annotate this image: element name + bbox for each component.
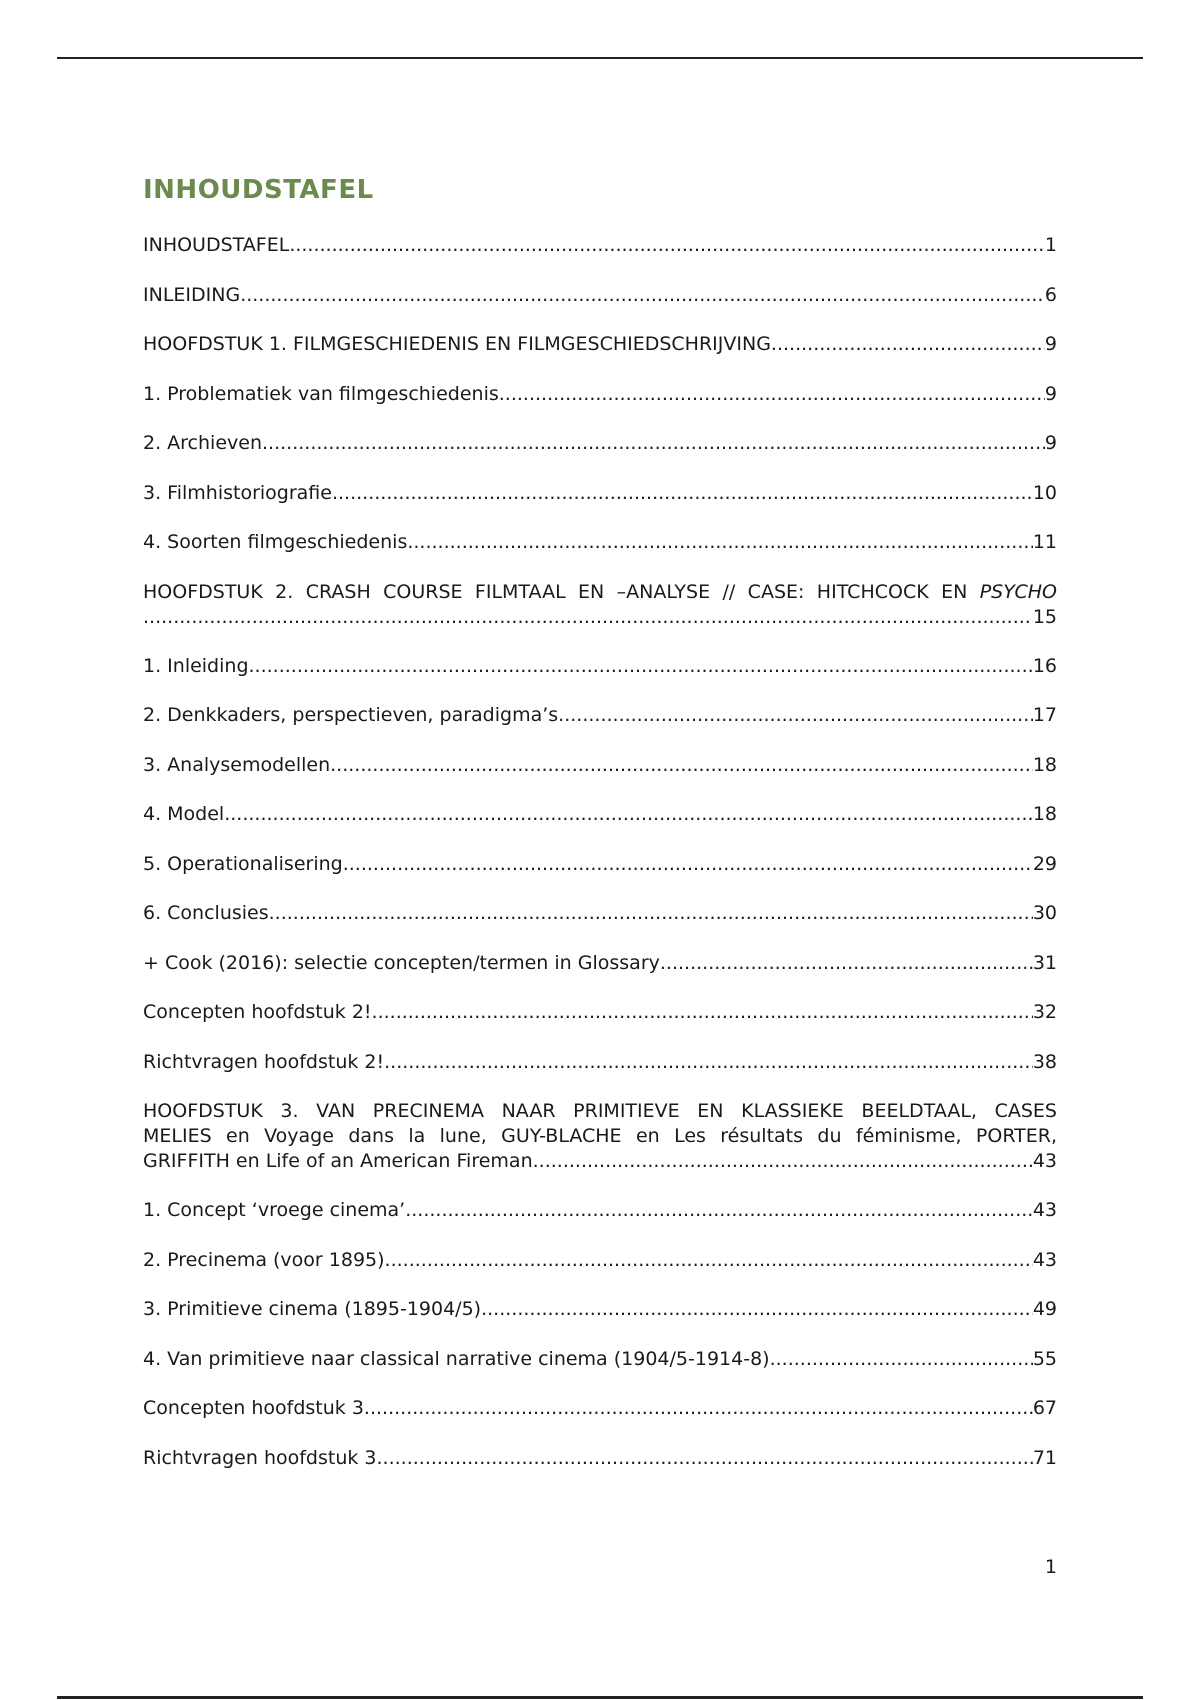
toc-entry-label: 4. Model bbox=[143, 803, 225, 825]
toc-entry-label: Richtvragen hoofdstuk 3 bbox=[143, 1446, 377, 1469]
toc-entry-label: 4. Van primitieve naar classical narrative cinema (1904/5-1914-8) bbox=[143, 1347, 770, 1370]
toc-entry-page: 67 bbox=[1032, 1397, 1057, 1419]
toc-entry-label: 1. Inleiding bbox=[143, 654, 249, 677]
page-title: INHOUDSTAFEL bbox=[143, 175, 374, 205]
toc-entry-page: 9 bbox=[1044, 382, 1057, 405]
toc-entry-label: HOOFDSTUK 3. VAN PRECINEMA NAAR PRIMITIEVE EN KLASSIEKE BEELDTAAL, CASES bbox=[143, 1100, 1057, 1122]
toc-entry-label: 4. Soorten filmgeschiedenis bbox=[143, 531, 408, 553]
toc-entry-label: 1. Problematiek van filmgeschiedenis bbox=[143, 382, 499, 405]
toc-entry-label: 5. Operationalisering bbox=[143, 852, 343, 875]
toc-entry-page: 29 bbox=[1032, 852, 1057, 875]
toc-entry[interactable] bbox=[143, 1000, 1057, 1025]
toc-entry[interactable] bbox=[143, 852, 1057, 877]
toc-entry-label: + Cook (2016): selectie concepten/termen in Glossary bbox=[143, 951, 660, 974]
footer-rule bbox=[57, 1696, 1143, 1699]
toc-entry[interactable] bbox=[143, 233, 1057, 258]
toc-entry[interactable] bbox=[143, 1248, 1057, 1273]
toc-entry-label: 3. Primitieve cinema (1895-1904/5) bbox=[143, 1298, 482, 1320]
toc-entry[interactable] bbox=[143, 654, 1057, 679]
toc-entry-label: 2. Archieven bbox=[143, 432, 262, 454]
toc-entry-page: 31 bbox=[1032, 951, 1057, 974]
toc-entry-label: 2. Denkkaders, perspectieven, paradigma’s bbox=[143, 704, 559, 726]
toc-entry[interactable] bbox=[143, 382, 1057, 407]
toc-entry-page: 18 bbox=[1032, 803, 1057, 825]
toc-entry[interactable] bbox=[143, 481, 1057, 506]
toc-entry-label: Concepten hoofdstuk 2! bbox=[143, 1001, 372, 1023]
toc-entry-page: 9 bbox=[1044, 432, 1057, 454]
toc-entry-label: 3. Analysemodellen bbox=[143, 753, 331, 776]
toc-entry-page: 43 bbox=[1032, 1248, 1057, 1271]
toc-entry-label: HOOFDSTUK 1. FILMGESCHIEDENIS EN FILMGESCHIEDSCHRIJVING bbox=[143, 333, 771, 355]
toc-entry-label: INLEIDING bbox=[143, 283, 241, 306]
toc-entry-page: 18 bbox=[1032, 753, 1057, 776]
toc-entry-label: HOOFDSTUK 2. CRASH COURSE FILMTAAL EN –ANALYSE // CASE: HITCHCOCK EN PSYCHO bbox=[143, 580, 1057, 603]
toc-entry-page: 38 bbox=[1032, 1050, 1057, 1073]
toc-entry[interactable] bbox=[143, 332, 1057, 357]
toc-entry-label: INHOUDSTAFEL bbox=[143, 234, 290, 256]
toc-entry-page: 11 bbox=[1032, 531, 1057, 553]
toc-entry-page: 9 bbox=[1044, 333, 1057, 355]
table-of-contents bbox=[143, 233, 1057, 1495]
header-rule bbox=[57, 57, 1143, 59]
toc-entry[interactable] bbox=[143, 753, 1057, 778]
toc-entry[interactable] bbox=[143, 951, 1057, 976]
toc-entry-page: 6 bbox=[1044, 283, 1057, 306]
toc-entry[interactable] bbox=[143, 530, 1057, 555]
toc-entry-label: Richtvragen hoofdstuk 2! bbox=[143, 1050, 385, 1073]
toc-entry-page: 10 bbox=[1032, 481, 1057, 504]
toc-entry-page: 1 bbox=[1044, 234, 1057, 256]
toc-entry-label: MELIES en Voyage dans la lune, GUY-BLACHE en Les résultats du féminisme, PORTER, bbox=[143, 1125, 1057, 1147]
toc-entry[interactable] bbox=[143, 431, 1057, 456]
toc-entry[interactable] bbox=[143, 901, 1057, 926]
toc-entry-page: 43 bbox=[1032, 1150, 1057, 1172]
toc-entry-page: 30 bbox=[1032, 902, 1057, 924]
toc-entry-label: 6. Conclusies bbox=[143, 902, 269, 924]
toc-entry[interactable] bbox=[143, 1050, 1057, 1075]
toc-entry-page: 49 bbox=[1032, 1298, 1057, 1320]
toc-entry-page: 17 bbox=[1032, 704, 1057, 726]
toc-entry-chapter-2[interactable] bbox=[143, 580, 1057, 630]
toc-entry[interactable] bbox=[143, 1297, 1057, 1322]
toc-entry-label: Concepten hoofdstuk 3 bbox=[143, 1397, 364, 1419]
toc-entry-label: 1. Concept ‘vroege cinema’ bbox=[143, 1199, 406, 1221]
toc-entry-label: 3. Filmhistoriografie bbox=[143, 481, 332, 504]
toc-entry[interactable] bbox=[143, 1198, 1057, 1223]
toc-entry-label: GRIFFITH en Life of an American Fireman bbox=[143, 1150, 533, 1172]
toc-entry[interactable] bbox=[143, 283, 1057, 308]
toc-entry-page: 43 bbox=[1032, 1199, 1057, 1221]
page-number: 1 bbox=[1044, 1556, 1057, 1578]
toc-entry-chapter-3[interactable] bbox=[143, 1099, 1057, 1174]
toc-entry-page: 16 bbox=[1032, 654, 1057, 677]
toc-entry[interactable] bbox=[143, 1396, 1057, 1421]
toc-entry[interactable] bbox=[143, 1446, 1057, 1471]
toc-entry-label: 2. Precinema (voor 1895) bbox=[143, 1248, 385, 1271]
toc-entry[interactable] bbox=[143, 1347, 1057, 1372]
toc-entry-page: 71 bbox=[1032, 1446, 1057, 1469]
toc-entry[interactable] bbox=[143, 802, 1057, 827]
toc-entry[interactable] bbox=[143, 703, 1057, 728]
toc-entry-page: 15 bbox=[1032, 605, 1057, 628]
toc-entry-page: 32 bbox=[1032, 1001, 1057, 1023]
toc-entry-page: 55 bbox=[1032, 1347, 1057, 1370]
